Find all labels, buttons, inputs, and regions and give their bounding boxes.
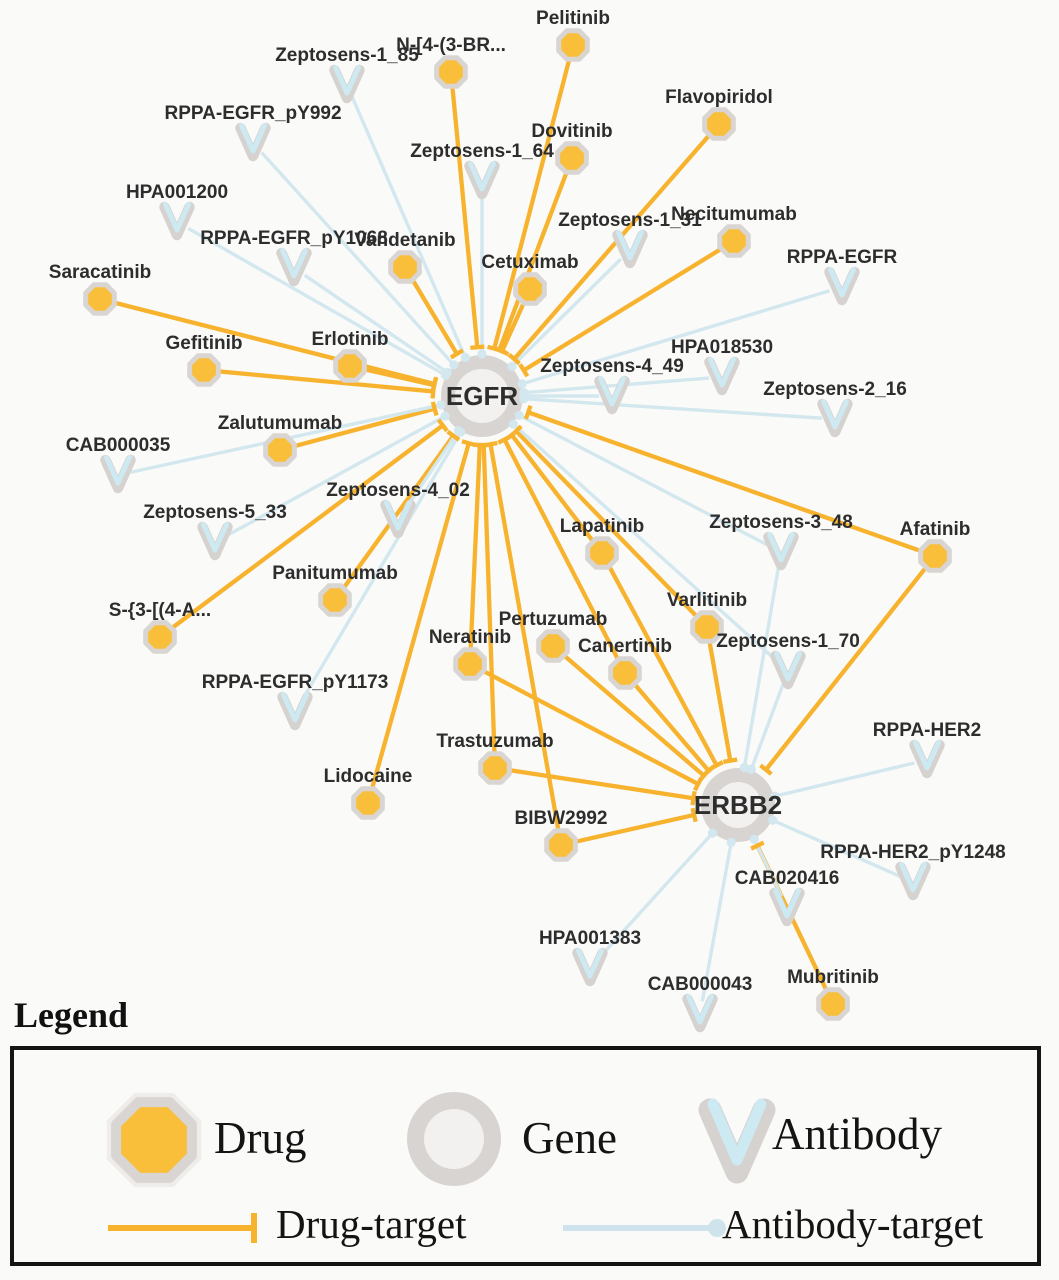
antibody-node-zeptosens-1_70 <box>776 654 801 685</box>
antibody-label-zeptosens-1_64: Zeptosens-1_64 <box>410 141 554 162</box>
antibody-node-rppa-her2 <box>915 743 940 774</box>
antibody-label-rppa-egfr: RPPA-EGFR <box>786 247 898 268</box>
antibody-label-zeptosens-4_02: Zeptosens-4_02 <box>326 480 470 501</box>
antibody-target-dot <box>515 411 524 420</box>
antibody-target-dot <box>518 379 527 388</box>
drug-node-lidocaine <box>354 789 383 818</box>
antibody-node-rppa-egfr <box>830 270 855 301</box>
drug-node-trastuzumab <box>481 754 510 783</box>
drug-node-saracatinib <box>86 285 115 314</box>
legend-title: Legend <box>14 995 129 1035</box>
drug-node-erlotinib <box>336 352 365 381</box>
antibody-node-rppa-egfr_py1068 <box>282 251 307 282</box>
antibody-label-rppa-her2: RPPA-HER2 <box>872 720 982 741</box>
drug-label-neratinib: Neratinib <box>428 627 512 648</box>
gene-circle-icon <box>402 1087 506 1191</box>
antibody-node-rppa-egfr_py1173 <box>283 695 308 726</box>
drug-target-tbar <box>526 406 531 419</box>
drug-label-flavopiridol: Flavopiridol <box>665 87 773 108</box>
drug-target-tbar <box>433 378 436 392</box>
antibody-label-cab020416: CAB020416 <box>734 868 840 889</box>
drug-node-canertinib <box>611 659 640 688</box>
antibody-label-cab000043: CAB000043 <box>647 974 753 995</box>
legend-antibody-target-label: Antibody-target <box>722 1201 984 1247</box>
antibody-node-zeptosens-2_16 <box>823 402 848 433</box>
drug-node-necitumumab <box>720 227 749 256</box>
drug-label-saracatinib: Saracatinib <box>48 262 152 283</box>
antibody-label-cab000035: CAB000035 <box>65 435 171 456</box>
drug-label-vandetanib: Vandetanib <box>354 230 456 251</box>
drug-label-afatinib: Afatinib <box>899 519 971 540</box>
antibody-target-edge <box>775 763 914 796</box>
legend-drug-target-label: Drug-target <box>276 1201 467 1247</box>
drug-node-n4-3br <box>437 58 466 87</box>
drug-label-bibw2992: BIBW2992 <box>514 808 608 829</box>
drug-label-gefitinib: Gefitinib <box>165 333 243 354</box>
antibody-node-hpa018530 <box>710 360 735 391</box>
antibody-node-rppa-her2_py1248 <box>901 865 926 896</box>
drug-label-lapatinib: Lapatinib <box>559 516 645 537</box>
drug-target-edge <box>505 770 694 799</box>
drug-node-dovitinib <box>558 144 587 173</box>
gene-label-egfr: EGFR <box>445 381 519 411</box>
drug-node-zalutumumab <box>266 436 295 465</box>
antibody-label-rppa-egfr_py992: RPPA-EGFR_pY992 <box>164 103 342 124</box>
antibody-target-edge <box>524 399 822 418</box>
antibody-node-rppa-egfr_py992 <box>241 126 266 157</box>
drug-node-gefitinib <box>190 356 219 385</box>
antibody-node-zeptosens-1_31 <box>618 233 643 264</box>
drug-label-cetuximab: Cetuximab <box>481 252 579 273</box>
antibody-target-dot <box>750 835 759 844</box>
drug-node-lapatinib <box>588 539 617 568</box>
drug-label-panitumumab: Panitumumab <box>272 563 398 584</box>
drug-target-tbar <box>498 436 510 442</box>
antibody-node-zeptosens-1_85 <box>335 68 360 99</box>
antibody-target-dot <box>449 360 458 369</box>
antibody-target-dot <box>461 353 470 362</box>
drug-node-neratinib <box>456 650 485 679</box>
antibody-node-hpa001383 <box>578 951 603 982</box>
antibody-target-line-icon <box>557 1206 737 1250</box>
drug-octagon-icon <box>99 1085 209 1195</box>
antibody-label-zeptosens-1_31: Zeptosens-1_31 <box>558 210 702 231</box>
drug-target-tbar <box>473 445 487 446</box>
antibody-label-rppa-egfr_py1068: RPPA-EGFR_pY1068 <box>200 228 388 249</box>
drug-target-edge <box>360 368 434 385</box>
drug-label-trastuzumab: Trastuzumab <box>436 731 554 752</box>
antibody-node-cab000035 <box>106 458 131 489</box>
drug-label-canertinib: Canertinib <box>578 636 672 657</box>
drug-target-edge <box>452 82 477 347</box>
drug-target-edge <box>484 445 495 758</box>
antibody-target-dot <box>456 428 465 437</box>
drug-label-varlitinib: Varlitinib <box>666 590 748 611</box>
antibody-node-zeptosens-4_02 <box>386 503 411 534</box>
drug-node-afatinib <box>921 542 950 571</box>
drug-label-necitumumab: Necitumumab <box>671 204 797 225</box>
antibody-node-zeptosens-3_48 <box>769 535 794 566</box>
antibody-target-dot <box>441 412 450 421</box>
antibody-label-hpa001383: HPA001383 <box>538 928 642 949</box>
antibody-target-dot <box>747 765 756 774</box>
drug-target-line-icon <box>102 1206 272 1250</box>
drug-target-tbar <box>496 348 509 354</box>
antibody-target-dot <box>519 394 528 403</box>
drug-node-panitumumab <box>321 586 350 615</box>
node-labels-layer <box>49 8 1006 995</box>
antibody-label-zeptosens-1_70: Zeptosens-1_70 <box>716 631 860 652</box>
antibody-label-hpa001200: HPA001200 <box>125 182 229 203</box>
antibody-target-dot <box>509 419 518 428</box>
drug-node-pelitinib <box>559 31 588 60</box>
antibody-label-zeptosens-4_49: Zeptosens-4_49 <box>540 356 684 377</box>
legend-drug-label: Drug <box>214 1113 307 1163</box>
drug-node-mubritinib <box>819 990 848 1019</box>
drug-label-s3-4a: S-{3-[(4-A... <box>108 600 212 621</box>
antibody-label-zeptosens-2_16: Zeptosens-2_16 <box>763 379 907 400</box>
drug-label-mubritinib: Mubritinib <box>787 967 879 988</box>
drug-target-tbar <box>723 759 737 761</box>
drug-node-bibw2992 <box>547 831 576 860</box>
drug-label-n4-3br: N-[4-(3-BR... <box>396 35 506 56</box>
antibody-target-dot <box>507 362 516 371</box>
antibody-node-cab000043 <box>688 997 713 1028</box>
drug-target-tbar <box>470 347 484 348</box>
antibody-label-hpa018530: HPA018530 <box>670 337 774 358</box>
drug-label-erlotinib: Erlotinib <box>311 329 389 350</box>
antibody-label-rppa-egfr_py1173: RPPA-EGFR_pY1173 <box>201 672 389 693</box>
drug-node-s3-4a <box>146 623 175 652</box>
antibody-target-dot <box>436 400 445 409</box>
antibody-node-zeptosens-1_64 <box>470 164 495 195</box>
drug-label-pelitinib: Pelitinib <box>536 8 610 29</box>
drug-label-lidocaine: Lidocaine <box>323 766 413 787</box>
drug-label-dovitinib: Dovitinib <box>531 121 613 142</box>
legend-panel <box>10 1046 1041 1266</box>
gene-label-erbb2: ERBB2 <box>693 790 783 820</box>
antibody-label-zeptosens-1_85: Zeptosens-1_85 <box>275 45 419 66</box>
drug-target-edge <box>470 445 479 654</box>
antibody-target-dot <box>443 368 452 377</box>
drug-target-edge <box>709 637 731 761</box>
drug-node-vandetanib <box>391 253 420 282</box>
antibody-label-zeptosens-5_33: Zeptosens-5_33 <box>143 502 287 523</box>
legend-antibody-label: Antibody <box>772 1109 943 1159</box>
antibody-target-dot <box>477 349 486 358</box>
drug-label-zalutumumab: Zalutumumab <box>217 413 343 434</box>
drug-node-flavopiridol <box>705 110 734 139</box>
antibody-target-dot <box>708 829 717 838</box>
drug-target-tbar <box>433 402 437 416</box>
antibody-node-hpa001200 <box>165 205 190 236</box>
drug-node-pertuzumab <box>539 632 568 661</box>
antibody-label-rppa-her2_py1248: RPPA-HER2_pY1248 <box>820 842 1006 863</box>
drug-label-pertuzumab: Pertuzumab <box>498 609 608 630</box>
antibody-node-zeptosens-5_33 <box>203 525 228 556</box>
legend-gene-label: Gene <box>522 1113 617 1163</box>
antibody-target-dot <box>727 838 736 847</box>
antibody-label-zeptosens-3_48: Zeptosens-3_48 <box>709 512 853 533</box>
drug-node-cetuximab <box>516 275 545 304</box>
